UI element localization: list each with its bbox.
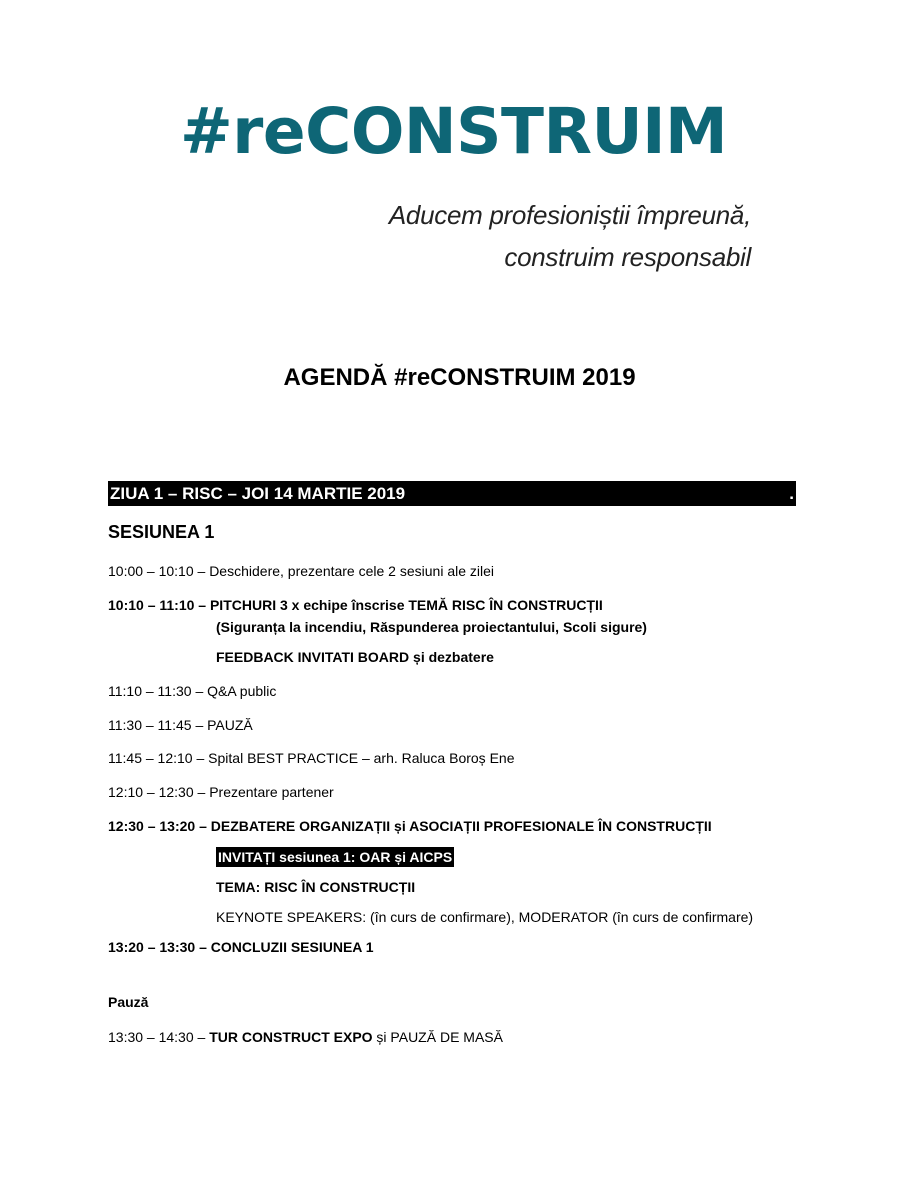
day-label: ZIUA 1 – RISC – JOI 14 MARTIE 2019	[110, 484, 406, 503]
session-title: SESIUNEA 1	[108, 522, 215, 542]
day-end-mark: .	[789, 484, 794, 503]
agenda-bold-text: TUR CONSTRUCT EXPO	[209, 1029, 373, 1045]
agenda-time: 13:30 – 14:30 –	[108, 1029, 210, 1045]
agenda-text: și PAUZĂ DE MASĂ	[372, 1029, 503, 1045]
agenda-item: 11:45 – 12:10 – Spital BEST PRACTICE – arh. Raluca Boroș Ene	[108, 750, 515, 766]
agenda-item: 13:20 – 13:30 – CONCLUZII SESIUNEA 1	[108, 939, 374, 955]
logo: #reCONSTRUIM	[180, 95, 728, 168]
agenda-item: 10:00 – 10:10 – Deschidere, prezentare cele 2 sesiuni ale zilei	[108, 563, 495, 579]
agenda-item-detail: FEEDBACK INVITATI BOARD și dezbatere	[216, 649, 494, 665]
agenda-item-detail: (Siguranța la incendiu, Răspunderea proiectantului, Scoli sigure)	[216, 619, 647, 635]
agenda-item-detail: KEYNOTE SPEAKERS: (în curs de confirmare), MODERATOR (în curs de confirmare)	[216, 909, 754, 925]
agenda-item: 12:10 – 12:30 – Prezentare partener	[108, 784, 334, 800]
pause-label: Pauză	[108, 994, 149, 1010]
agenda-item: 11:10 – 11:30 – Q&A public	[108, 683, 277, 699]
agenda-item: 11:30 – 11:45 – PAUZĂ	[108, 717, 253, 733]
agenda-item-detail: TEMA: RISC ÎN CONSTRUCȚII	[216, 879, 416, 895]
document-title: AGENDĂ #reCONSTRUIM 2019	[283, 364, 636, 391]
agenda-item: 10:10 – 11:10 – PITCHURI 3 x echipe înscrise TEMĂ RISC ÎN CONSTRUCȚII	[108, 597, 603, 613]
agenda-item: 12:30 – 13:20 – DEZBATERE ORGANIZAȚII și ASOCIAȚII PROFESIONALE ÎN CONSTRUCȚII	[108, 818, 712, 834]
agenda-item	[108, 1028, 503, 1046]
day-header-bar	[108, 481, 796, 506]
invited-highlight: INVITAȚI sesiunea 1: OAR și AICPS	[218, 849, 453, 865]
tagline-line-1: Aducem profesioniștii împreună,	[388, 200, 751, 230]
agenda-item-detail-highlight	[216, 848, 454, 866]
tagline-line-2: construim responsabil	[504, 242, 751, 272]
